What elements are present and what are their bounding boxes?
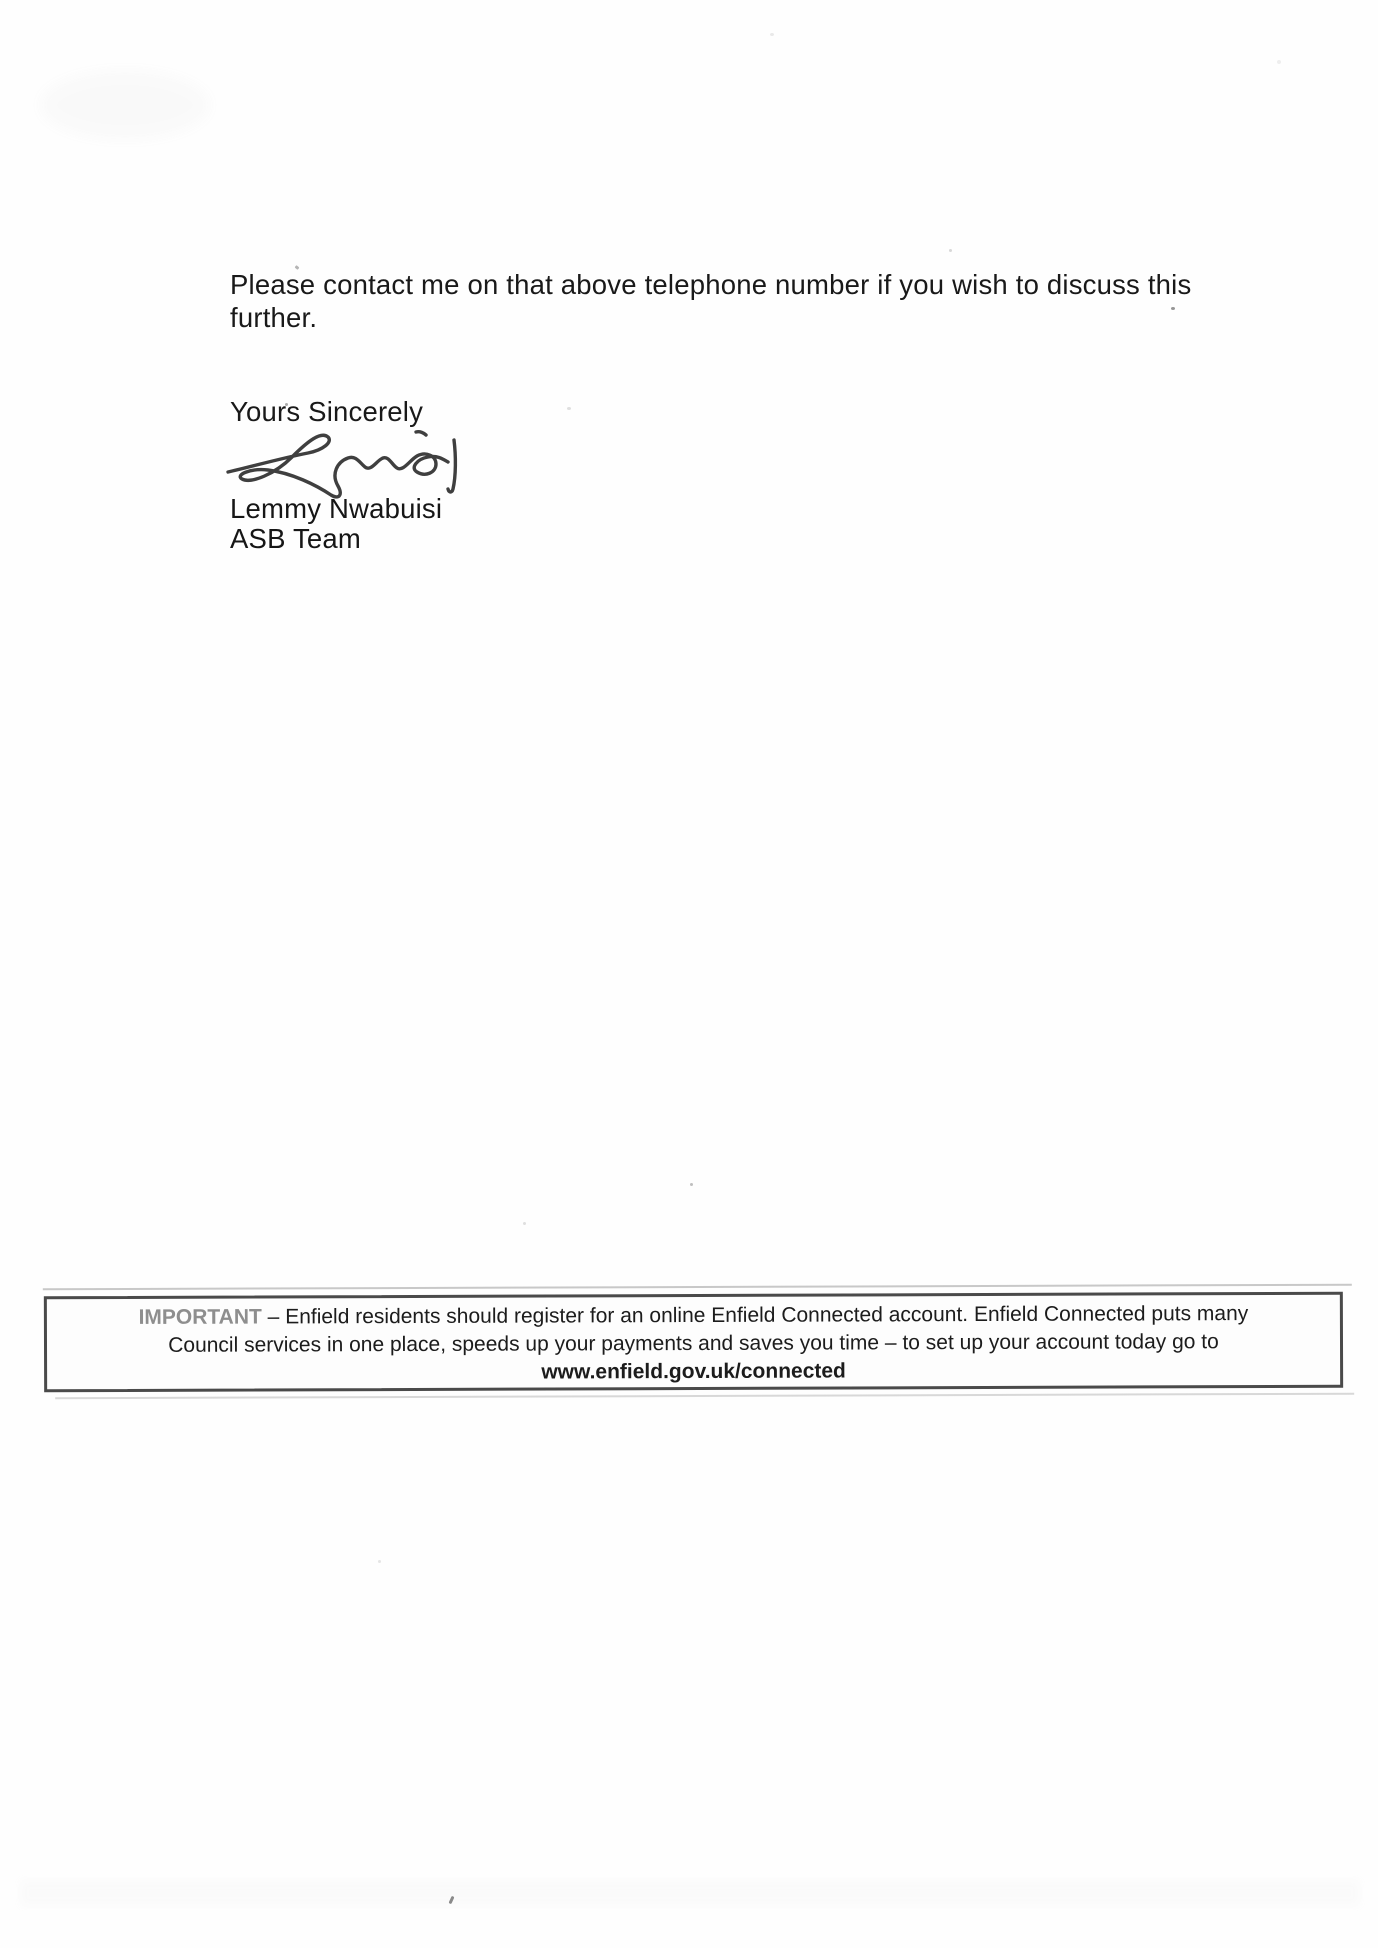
important-label: IMPORTANT [138, 1305, 262, 1329]
important-notice-line1 [47, 1300, 1340, 1333]
scan-speck [949, 249, 952, 252]
scan-speck [523, 1222, 526, 1225]
scan-speck [567, 407, 571, 410]
scan-speck [690, 1183, 693, 1186]
scan-speck [1277, 60, 1281, 64]
sender-team: ASB Team [230, 523, 362, 554]
important-notice-box [44, 1292, 1343, 1393]
scan-smudge [40, 70, 210, 140]
scan-band [20, 1880, 1360, 1906]
sender-name: Lemmy Nwabuisi [230, 493, 443, 524]
scan-speck [770, 33, 774, 36]
scan-speck [378, 1560, 381, 1563]
closing-paragraph-line2: further. [230, 302, 318, 333]
closing-paragraph-line1: Please contact me on that above telephone number if you wish to discuss this [230, 269, 1192, 300]
important-notice-line2: Council services in one place, speeds up your payments and saves you time – to set up your account today go to [168, 1330, 1219, 1357]
sender-block [230, 494, 442, 554]
valediction: Yours Sincerely [230, 396, 424, 427]
closing-paragraph [230, 268, 1191, 334]
important-notice-line1-text: – Enfield residents should register for an online Enfield Connected account. Enfield Connected puts many [267, 1302, 1249, 1329]
enfield-connected-url: www.enfield.gov.uk/connected [541, 1359, 846, 1384]
